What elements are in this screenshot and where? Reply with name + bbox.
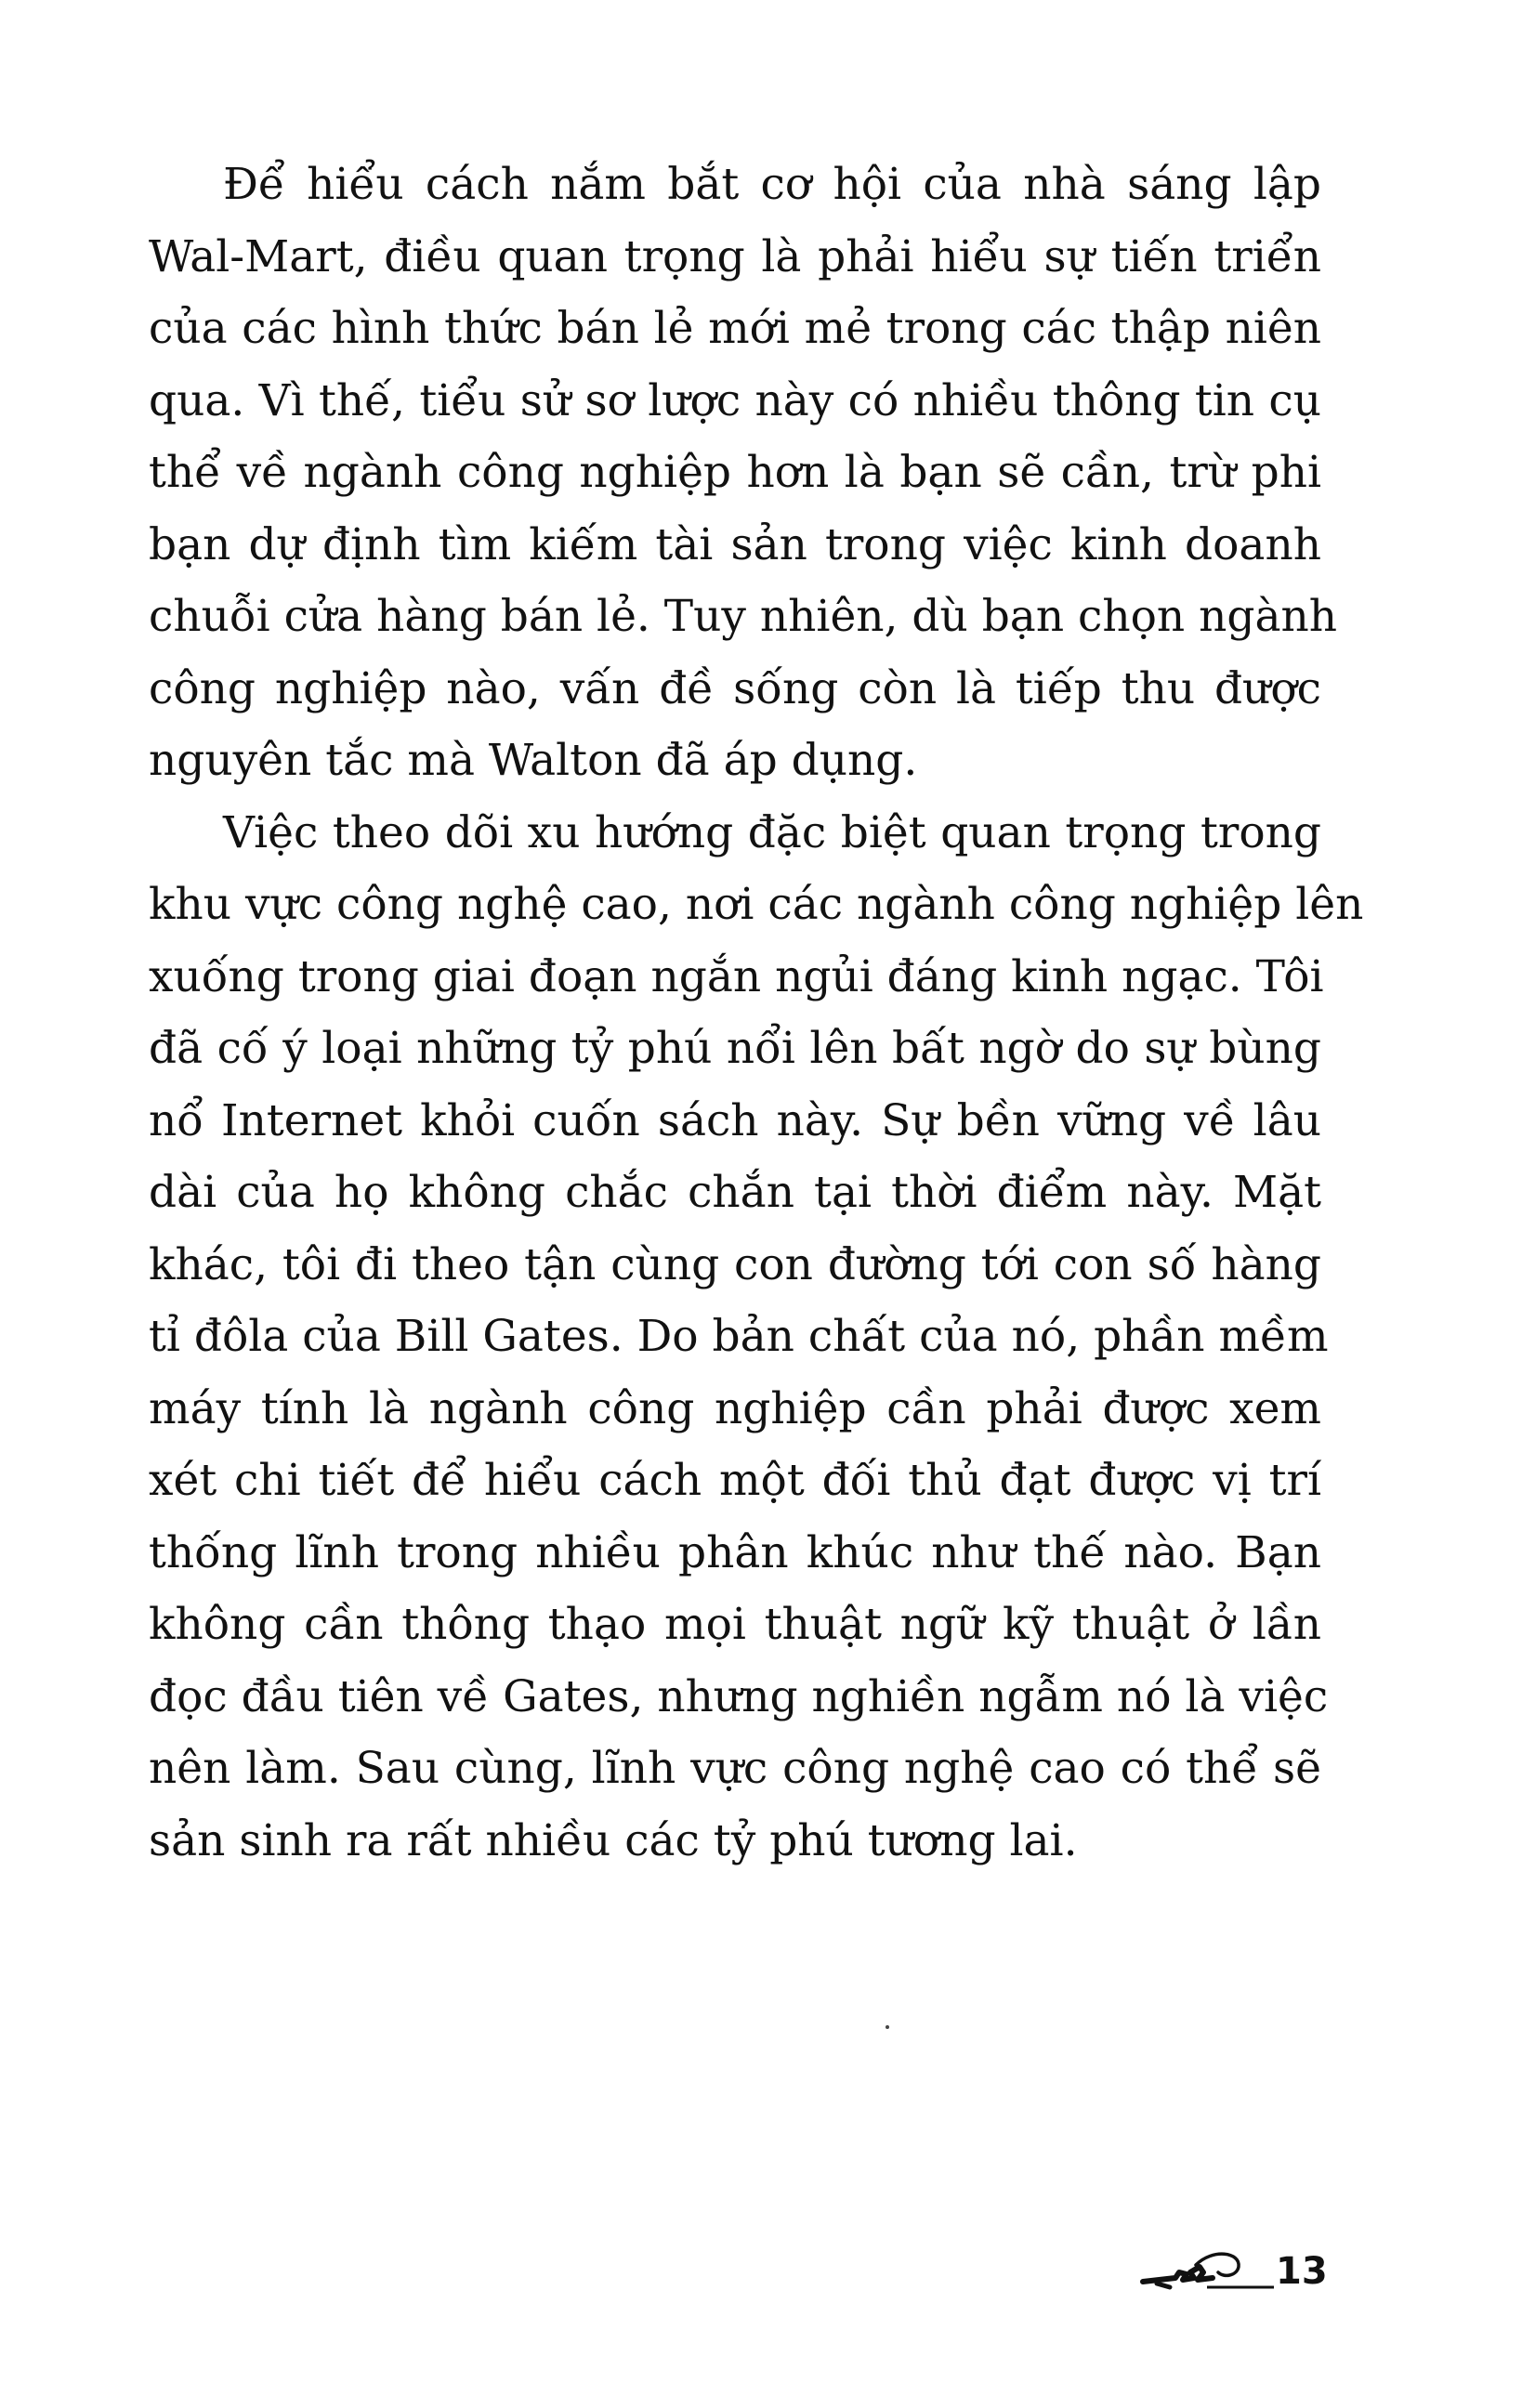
body-text [149,149,1364,1877]
text-line: không cần thông thạo mọi thuật ngữ kỹ thuật ở lần [149,1599,1321,1650]
text-line: đọc đầu tiên về Gates, nhưng nghiền ngẫm nó là việc [149,1670,1329,1722]
text-line: của các hình thức bán lẻ mới mẻ trong các thập niên [149,303,1321,354]
text-line: nên làm. Sau cùng, lĩnh vực công nghệ cao có thể sẽ [149,1743,1321,1794]
text-line: xuống trong giai đoạn ngắn ngủi đáng kinh ngạc. Tôi [149,950,1324,1002]
text-line: tỉ đôla của Bill Gates. Do bản chất của nó, phần mềm [149,1311,1329,1362]
text-line: Để hiểu cách nắm bắt cơ hội của nhà sáng lập [223,159,1321,210]
text-line: dài của họ không chắc chắn tại thời điểm này. Mặt [149,1167,1321,1218]
text-line: Việc theo dõi xu hướng đặc biệt quan trọng trong [223,806,1321,858]
text-line: xét chi tiết để hiểu cách một đối thủ đạt được vị trí [149,1455,1321,1506]
page-number: 13 [1276,2250,1328,2293]
text-line: công nghiệp nào, vấn đề sống còn là tiếp thu được [149,662,1321,714]
text-line: nguyên tắc mà Walton đã áp dụng. [149,735,918,786]
text-line: khác, tôi đi theo tận cùng con đường tới con số hàng [149,1238,1321,1290]
print-speck [886,2025,889,2029]
page-footer [1138,2244,1333,2300]
text-line: thống lĩnh trong nhiều phân khúc như thế nào. Bạn [149,1526,1321,1578]
decorative-flourish-icon [1138,2244,1278,2300]
text-line: khu vực công nghệ cao, nơi các ngành công nghiệp lên [149,879,1364,930]
text-line: chuỗi cửa hàng bán lẻ. Tuy nhiên, dù bạn chọn ngành [149,591,1338,642]
text-line: bạn dự định tìm kiếm tài sản trong việc kinh doanh [149,518,1321,570]
text-line: thể về ngành công nghiệp hơn là bạn sẽ cần, trừ phi [149,447,1321,498]
paragraph-2 [149,797,1364,1878]
text-line: đã cố ý loại những tỷ phú nổi lên bất ngờ do sự bùng [149,1023,1321,1074]
text-line: nổ Internet khỏi cuốn sách này. Sự bền vững về lâu [149,1094,1321,1146]
text-line: Wal-Mart, điều quan trọng là phải hiểu sự tiến triển [149,230,1321,282]
paragraph-1 [149,149,1338,797]
text-line: máy tính là ngành công nghiệp cần phải được xem [149,1382,1321,1434]
text-line: sản sinh ra rất nhiều các tỷ phú tương lai. [149,1814,1078,1866]
text-line: qua. Vì thế, tiểu sử sơ lược này có nhiều thông tin cụ [149,374,1321,426]
